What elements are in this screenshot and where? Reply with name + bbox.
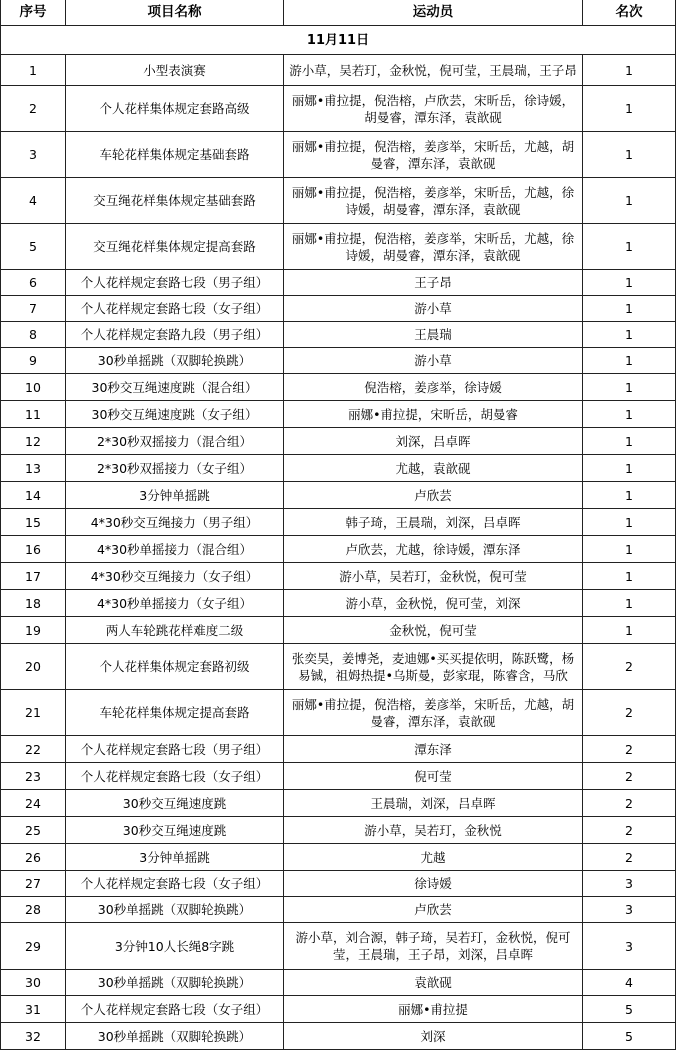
cell-athletes: 丽娜•甫拉提，宋昕岳，胡曼睿 (284, 401, 583, 428)
table-row (1, 590, 676, 617)
table-row (1, 897, 676, 923)
table-row (1, 55, 676, 86)
date-row (1, 26, 676, 55)
cell-athletes: 王子昂 (284, 270, 583, 296)
cell-no: 29 (1, 923, 66, 970)
cell-event: 2*30秒双摇接力（女子组） (66, 455, 284, 482)
cell-event: 个人花样规定套路七段（女子组） (66, 871, 284, 897)
cell-rank: 2 (583, 844, 676, 871)
table-row (1, 817, 676, 844)
cell-event: 两人车轮跳花样难度二级 (66, 617, 284, 644)
cell-rank: 1 (583, 563, 676, 590)
cell-event: 30秒单摇跳（双脚轮换跳） (66, 348, 284, 374)
cell-no: 8 (1, 322, 66, 348)
table-row (1, 455, 676, 482)
cell-event: 30秒单摇跳（双脚轮换跳） (66, 1023, 284, 1050)
table-row (1, 871, 676, 897)
table-row (1, 374, 676, 401)
cell-rank: 2 (583, 763, 676, 790)
table-row (1, 1023, 676, 1050)
cell-rank: 1 (583, 296, 676, 322)
cell-event: 4*30秒交互绳接力（女子组） (66, 563, 284, 590)
table-row (1, 86, 676, 132)
cell-rank: 3 (583, 897, 676, 923)
table-row (1, 617, 676, 644)
cell-event: 2*30秒双摇接力（混合组） (66, 428, 284, 455)
cell-event: 个人花样集体规定套路高级 (66, 86, 284, 132)
cell-no: 31 (1, 996, 66, 1023)
cell-no: 17 (1, 563, 66, 590)
table-row (1, 270, 676, 296)
cell-no: 18 (1, 590, 66, 617)
cell-rank: 1 (583, 617, 676, 644)
cell-athletes: 刘深 (284, 1023, 583, 1050)
cell-athletes: 游小草，刘合源，韩子琦，吴若玎，金秋悦，倪可莹，王晨瑞，王子昂，刘深，吕卓晖 (284, 923, 583, 970)
cell-athletes: 韩子琦，王晨瑞，刘深，吕卓晖 (284, 509, 583, 536)
cell-no: 32 (1, 1023, 66, 1050)
cell-athletes: 丽娜•甫拉提，倪浩榕，姜彦举，宋昕岳，尤越，徐诗媛，胡曼睿，潭东泽，袁歆砚 (284, 224, 583, 270)
cell-no: 24 (1, 790, 66, 817)
table-row (1, 482, 676, 509)
cell-rank: 5 (583, 1023, 676, 1050)
cell-rank: 1 (583, 509, 676, 536)
cell-rank: 1 (583, 55, 676, 86)
cell-no: 4 (1, 178, 66, 224)
table-row (1, 996, 676, 1023)
cell-athletes: 游小草，金秋悦，倪可莹，刘深 (284, 590, 583, 617)
cell-rank: 1 (583, 401, 676, 428)
cell-athletes: 游小草，吴若玎，金秋悦，倪可莹，王晨瑞，王子昂 (284, 55, 583, 86)
cell-event: 3分钟单摇跳 (66, 844, 284, 871)
cell-rank: 1 (583, 374, 676, 401)
table-row (1, 736, 676, 763)
cell-no: 12 (1, 428, 66, 455)
cell-rank: 2 (583, 644, 676, 690)
cell-event: 车轮花样集体规定提高套路 (66, 690, 284, 736)
table-row (1, 563, 676, 590)
cell-no: 7 (1, 296, 66, 322)
cell-athletes: 丽娜•甫拉提，倪浩榕，姜彦举，宋昕岳，尤越，胡曼睿，潭东泽，袁歆砚 (284, 690, 583, 736)
header-rank: 名次 (583, 0, 676, 26)
cell-event: 30秒单摇跳（双脚轮换跳） (66, 897, 284, 923)
table-row (1, 296, 676, 322)
table-row (1, 690, 676, 736)
table-row (1, 923, 676, 970)
cell-event: 小型表演赛 (66, 55, 284, 86)
cell-no: 19 (1, 617, 66, 644)
cell-event: 30秒单摇跳（双脚轮换跳） (66, 970, 284, 996)
cell-event: 个人花样规定套路七段（男子组） (66, 736, 284, 763)
table-row (1, 132, 676, 178)
table-row (1, 401, 676, 428)
cell-athletes: 徐诗媛 (284, 871, 583, 897)
cell-event: 个人花样规定套路七段（男子组） (66, 270, 284, 296)
cell-event: 30秒交互绳速度跳（女子组） (66, 401, 284, 428)
cell-no: 3 (1, 132, 66, 178)
cell-athletes: 游小草 (284, 348, 583, 374)
table-row (1, 178, 676, 224)
cell-athletes: 卢欣芸，尤越，徐诗媛，潭东泽 (284, 536, 583, 563)
cell-athletes: 丽娜•甫拉提 (284, 996, 583, 1023)
cell-no: 11 (1, 401, 66, 428)
cell-event: 个人花样规定套路七段（女子组） (66, 996, 284, 1023)
cell-rank: 1 (583, 590, 676, 617)
cell-athletes: 卢欣芸 (284, 482, 583, 509)
header-no: 序号 (1, 0, 66, 26)
table-row (1, 224, 676, 270)
cell-no: 9 (1, 348, 66, 374)
cell-no: 16 (1, 536, 66, 563)
cell-event: 4*30秒单摇接力（混合组） (66, 536, 284, 563)
cell-athletes: 倪可莹 (284, 763, 583, 790)
header-row (1, 0, 676, 26)
cell-event: 30秒交互绳速度跳 (66, 790, 284, 817)
cell-athletes: 金秋悦，倪可莹 (284, 617, 583, 644)
cell-rank: 1 (583, 178, 676, 224)
cell-athletes: 张奕昊，姜博尧，麦迪娜•买买提依明，陈跃鹭，杨易铖，祖姆热提•乌斯曼，彭家琨，陈睿含，马欣 (284, 644, 583, 690)
cell-athletes: 尤越，袁歆砚 (284, 455, 583, 482)
cell-athletes: 王晨瑞 (284, 322, 583, 348)
cell-no: 2 (1, 86, 66, 132)
date-label: 11月11日 (1, 26, 676, 55)
header-event: 项目名称 (66, 0, 284, 26)
cell-event: 3分钟10人长绳8字跳 (66, 923, 284, 970)
cell-athletes: 袁歆砚 (284, 970, 583, 996)
cell-rank: 2 (583, 817, 676, 844)
cell-no: 30 (1, 970, 66, 996)
cell-event: 交互绳花样集体规定提高套路 (66, 224, 284, 270)
cell-no: 25 (1, 817, 66, 844)
cell-athletes: 游小草 (284, 296, 583, 322)
cell-event: 个人花样规定套路七段（女子组） (66, 296, 284, 322)
cell-event: 个人花样规定套路七段（女子组） (66, 763, 284, 790)
cell-athletes: 刘深，吕卓晖 (284, 428, 583, 455)
cell-no: 13 (1, 455, 66, 482)
table-row (1, 509, 676, 536)
table-row (1, 536, 676, 563)
cell-rank: 1 (583, 536, 676, 563)
table-row (1, 322, 676, 348)
cell-no: 28 (1, 897, 66, 923)
cell-rank: 1 (583, 455, 676, 482)
cell-athletes: 丽娜•甫拉提，倪浩榕，姜彦举，宋昕岳，尤越，徐诗媛，胡曼睿，潭东泽，袁歆砚 (284, 178, 583, 224)
cell-no: 20 (1, 644, 66, 690)
cell-no: 14 (1, 482, 66, 509)
table-row (1, 428, 676, 455)
cell-no: 6 (1, 270, 66, 296)
cell-no: 26 (1, 844, 66, 871)
cell-rank: 5 (583, 996, 676, 1023)
cell-rank: 1 (583, 270, 676, 296)
cell-no: 23 (1, 763, 66, 790)
cell-no: 15 (1, 509, 66, 536)
cell-no: 10 (1, 374, 66, 401)
cell-rank: 1 (583, 348, 676, 374)
cell-no: 1 (1, 55, 66, 86)
table-row (1, 970, 676, 996)
cell-event: 30秒交互绳速度跳（混合组） (66, 374, 284, 401)
cell-rank: 2 (583, 690, 676, 736)
cell-no: 27 (1, 871, 66, 897)
cell-rank: 2 (583, 736, 676, 763)
cell-athletes: 游小草，吴若玎，金秋悦 (284, 817, 583, 844)
table-row (1, 763, 676, 790)
cell-athletes: 游小草，吴若玎，金秋悦，倪可莹 (284, 563, 583, 590)
cell-rank: 3 (583, 923, 676, 970)
cell-athletes: 尤越 (284, 844, 583, 871)
cell-event: 个人花样集体规定套路初级 (66, 644, 284, 690)
cell-rank: 1 (583, 86, 676, 132)
cell-athletes: 丽娜•甫拉提，倪浩榕，姜彦举，宋昕岳，尤越，胡曼睿，潭东泽，袁歆砚 (284, 132, 583, 178)
table-row (1, 348, 676, 374)
cell-rank: 3 (583, 871, 676, 897)
cell-athletes: 倪浩榕，姜彦举，徐诗媛 (284, 374, 583, 401)
cell-athletes: 王晨瑞，刘深，吕卓晖 (284, 790, 583, 817)
cell-no: 5 (1, 224, 66, 270)
cell-rank: 1 (583, 132, 676, 178)
cell-rank: 1 (583, 224, 676, 270)
cell-athletes: 卢欣芸 (284, 897, 583, 923)
cell-event: 车轮花样集体规定基础套路 (66, 132, 284, 178)
cell-athletes: 潭东泽 (284, 736, 583, 763)
cell-rank: 1 (583, 482, 676, 509)
table-row (1, 844, 676, 871)
table-row (1, 790, 676, 817)
cell-rank: 4 (583, 970, 676, 996)
header-athletes: 运动员 (284, 0, 583, 26)
cell-event: 4*30秒单摇接力（女子组） (66, 590, 284, 617)
cell-no: 22 (1, 736, 66, 763)
cell-event: 30秒交互绳速度跳 (66, 817, 284, 844)
cell-event: 个人花样规定套路九段（男子组） (66, 322, 284, 348)
cell-event: 4*30秒交互绳接力（男子组） (66, 509, 284, 536)
cell-event: 交互绳花样集体规定基础套路 (66, 178, 284, 224)
table-row (1, 644, 676, 690)
cell-athletes: 丽娜•甫拉提，倪浩榕，卢欣芸，宋昕岳，徐诗媛，胡曼睿，潭东泽，袁歆砚 (284, 86, 583, 132)
cell-event: 3分钟单摇跳 (66, 482, 284, 509)
cell-rank: 2 (583, 790, 676, 817)
cell-rank: 1 (583, 428, 676, 455)
cell-no: 21 (1, 690, 66, 736)
cell-rank: 1 (583, 322, 676, 348)
